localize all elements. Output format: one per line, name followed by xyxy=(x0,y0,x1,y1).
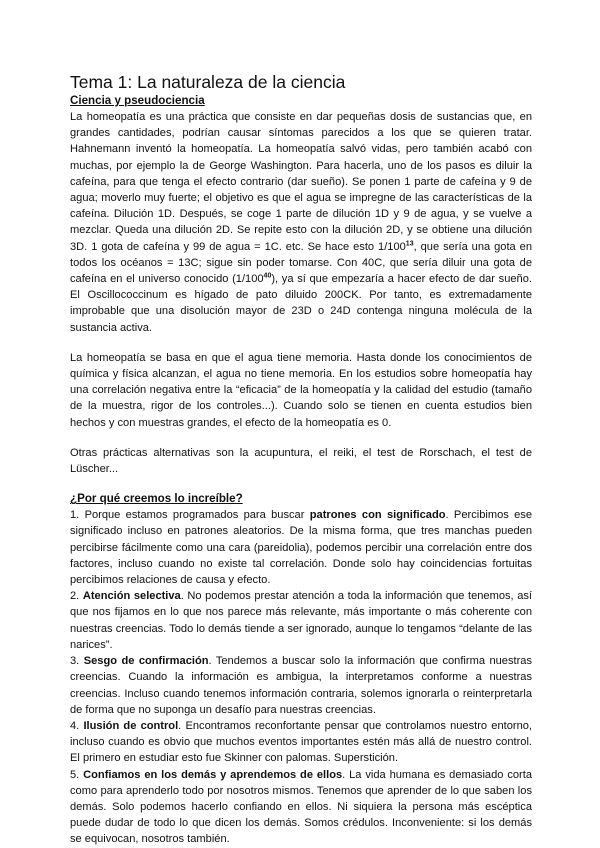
item-keyword: Ilusión de control xyxy=(83,719,179,732)
page-title: Tema 1: La naturaleza de la ciencia xyxy=(70,72,346,92)
text: . No podemos prestar atención a toda la información que tenemos, así que nos fijamos en lo que nos parece más relevante, más importante o más coherente con nuestras creencias. Todo lo demás tiende a ser ignorado, aunque lo tengamos “delante de las narices”. xyxy=(70,590,532,651)
paragraph-otras-practicas: Otras prácticas alternativas son la acupuntura, el reiki, el test de Rorschach, el test de Lüscher... xyxy=(70,446,532,476)
item-number: 5. xyxy=(70,768,84,781)
list-item xyxy=(70,653,532,718)
item-number: 1. xyxy=(70,509,85,522)
list-item xyxy=(70,718,532,767)
text: Porque estamos programados para buscar xyxy=(84,509,310,522)
superscript: 40 xyxy=(263,272,272,280)
item-number: 3. xyxy=(70,655,84,668)
text: . Percibimos ese significado incluso en patrones aleatorios. De la misma forma, que tres manchas pueden percibirse fácilmente como una cara (pareidolia), podemos percibir una correlación entre dos factores, incluso cuando no existe tal correlación. Donde solo hay coincidencias fortuitas percibimos relaciones de causa y efecto. xyxy=(70,509,533,587)
text: . La vida humana es demasiado corta como para aprenderlo todo por nosotros mismos. Tenemos que aprender de lo que saben los demás. Solo podemos hacerlo confiando en ellos. Ni siquiera la persona más escéptica puede dudar de todo lo que dicen los demás. Somos crédulos. Inconveniente: si los demás se equivocan, nosotros también. xyxy=(70,768,532,846)
item-keyword: patrones con significado xyxy=(309,509,446,522)
superscript: 13 xyxy=(405,239,414,247)
text: ), ya sí que empezaría a hacer efecto de dar sueño. El Oscillococcinum es hígado de pato diluido 200CK. Por tanto, es extremadamente improbable que una disolución mayor de 23D o 24D contenga ninguna molécula de la sustancia activa. xyxy=(70,273,532,334)
item-keyword: Confiamos en los demás y aprendemos de ellos xyxy=(83,768,343,781)
text: . Tendemos a buscar solo la información que confirma nuestras creencias. Cuando la información es ambigua, la interpretamos conforme a nuestras creencias. Incluso cuando tenemos información contraria, solemos ignorarla o reinterpretarla de forma que no suponga un desafío para nuestras creencias. xyxy=(70,655,532,716)
item-number: 4. xyxy=(70,719,84,732)
list-item xyxy=(70,588,532,653)
section-heading-ciencia: Ciencia y pseudociencia xyxy=(70,94,205,107)
item-keyword: Atención selectiva xyxy=(82,590,181,603)
paragraph-homeopatia xyxy=(70,109,532,336)
item-number: 2. xyxy=(70,590,83,603)
text: La homeopatía es una práctica que consiste en dar pequeñas dosis de sustancias que, en grandes cantidades, podrían causar síntomas parecidos a los que se quieren tratar. Hahnemann inventó la homeopatía. La homeopatía salvó vidas, pero también acabó con muchas, por ejemplo la de George Washington. Para hacerla, uno de los pasos es diluir la cafeína, para que tenga el efecto contrario (dar sueño). Se ponen 1 parte de cafeína y 9 de agua; moverlo muy fuerte; el objetivo es que el agua se impregne de las características de la cafeína. Dilución 1D. Después, se coge 1 parte de dilución 1D y 9 de agua, y se vuelve a mezclar. Queda una dilución 2D. Se repite esto con la dilución 2D, y se obtiene una dilución 3D. 1 gota de cafeína y 99 de agua = 1C. etc. Se hace esto 1/100 xyxy=(70,111,532,253)
document-page xyxy=(70,72,532,848)
list-item xyxy=(70,507,532,588)
text: , que sería una gota en todos los océanos = 13C; sigue sin poder tomarse. Con 40C, que sería diluir una gota de cafeína en el universo conocido (1/100 xyxy=(70,240,533,286)
list-item xyxy=(70,767,532,848)
paragraph-memoria: La homeopatía se basa en que el agua tiene memoria. Hasta donde los conocimientos de química y física alcanzan, el agua no tiene memoria. En los estudios sobre homeopatía hay una correlación negativa entre la “eficacia” de la homeopatía y la calidad del estudio (tamaño de la muestra, rigor de los controles...). Cuando solo se tienen en cuenta estudios bien hechos y con muestras grandes, el efecto de la homeopatía es 0. xyxy=(70,351,532,429)
text: . Encontramos reconfortante pensar que controlamos nuestro entorno, incluso cuando es obvio que muchos eventos importantes estén más allá de nuestro control. El primero en estudiar esto fue Skinner con palomas. Superstición. xyxy=(70,719,532,765)
item-keyword: Sesgo de confirmación xyxy=(83,655,209,668)
section-heading-creemos: ¿Por qué creemos lo increíble? xyxy=(70,492,243,506)
